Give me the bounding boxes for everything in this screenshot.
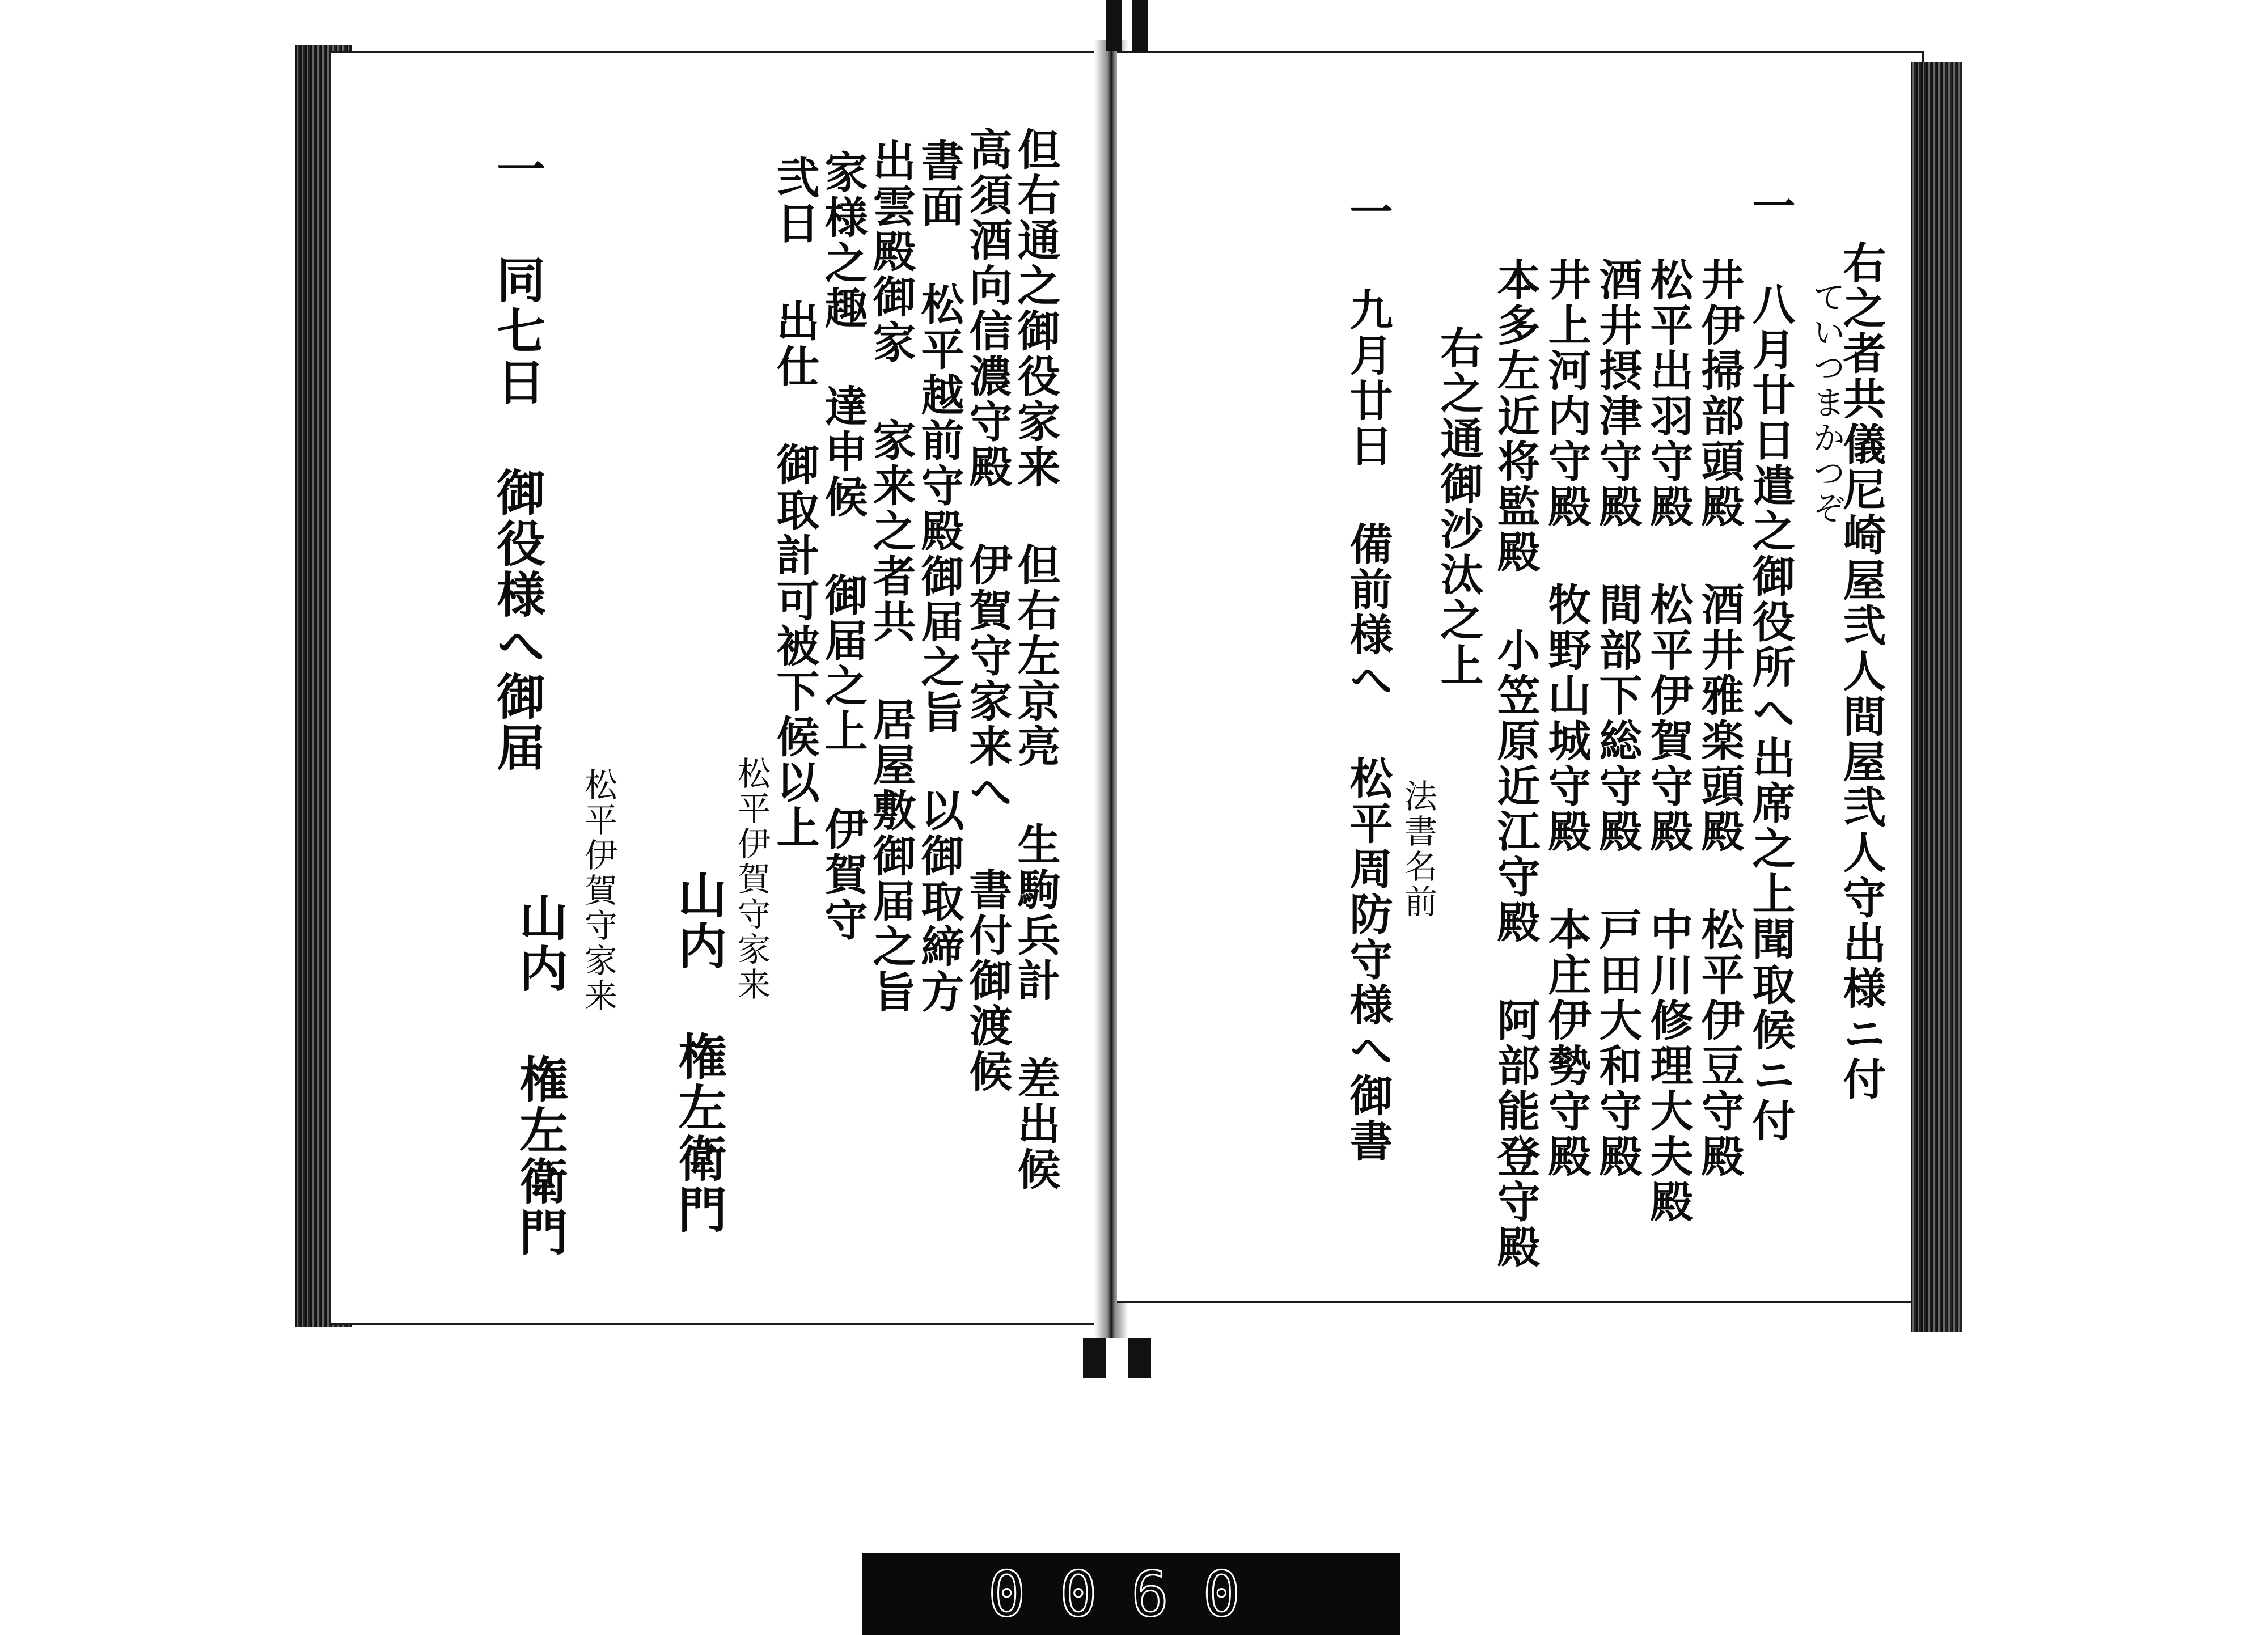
- left-col-3: 書面 松平越前守殿御届之旨 以御取締方: [914, 138, 964, 1015]
- right-col-1: 右之者共儀尼崎屋弐人間屋弐人守出様ニ付: [1836, 240, 1886, 1102]
- left-col-2: 高須酒向信濃守殿 伊賀守家来へ 書付御渡候: [962, 127, 1013, 1094]
- right-col-8: 本多左近将監殿 小笠原近江守殿 阿部能登守殿: [1490, 257, 1541, 1270]
- left-col-5: 家様之趣 達申候 御届之上 伊賀守: [818, 150, 868, 943]
- right-col-10: 法書名前: [1399, 779, 1437, 920]
- right-col-6: 酒井摂津守殿 間部下総守殿 戸田大和守殿: [1592, 257, 1643, 1179]
- left-signature-1-title: 松平伊賀守家来: [732, 756, 771, 1002]
- left-col-entry: 一 同七日 御役様へ御届: [488, 144, 545, 773]
- right-col-5: 松平出羽守殿 松平伊賀守殿 中川修理大夫殿: [1643, 257, 1694, 1225]
- archive-number-plate: [862, 1553, 1400, 1635]
- binding-clip: [1083, 1338, 1106, 1378]
- book-right-edge: [1911, 62, 1962, 1332]
- left-col-1: 但右通之御役家来 但右左京亮 生駒兵計 差出候: [1010, 127, 1061, 1192]
- left-signature-1-name: 山内 権左衛門: [670, 870, 727, 1235]
- binding-clip: [1106, 0, 1122, 51]
- left-signature-2-title: 松平伊賀守家来: [579, 768, 617, 1014]
- left-col-6: 弐日 出仕 御取計可被下候以上: [769, 155, 820, 850]
- left-page: [329, 51, 1108, 1325]
- archive-number: 0060: [988, 1558, 1275, 1630]
- open-book: [295, 40, 1962, 1338]
- binding-clip: [1128, 1338, 1151, 1378]
- left-col-4: 出雲殿御家 家来之者共 居屋敷御届之旨: [866, 138, 916, 1015]
- right-page: [1117, 51, 1924, 1303]
- binding-clip: [1132, 0, 1148, 51]
- right-col-4: 井伊掃部頭殿 酒井雅楽頭殿 松平伊豆守殿: [1694, 257, 1745, 1179]
- right-col-3: 一 八月廿日遣之御役所へ出席之上聞取候ニ付: [1745, 184, 1796, 1143]
- right-col-7: 井上河内守殿 牧野山城守殿 本庄伊勢守殿: [1541, 257, 1592, 1179]
- right-col-11: 一 九月廿日 備前様へ 松平周防守様へ御書: [1343, 189, 1393, 1164]
- right-col-2: ていつまかつぞ: [1807, 280, 1846, 526]
- left-signature-2-name: 山内 権左衛門: [511, 892, 568, 1258]
- right-col-9: 右之通御沙汰之上: [1433, 325, 1484, 688]
